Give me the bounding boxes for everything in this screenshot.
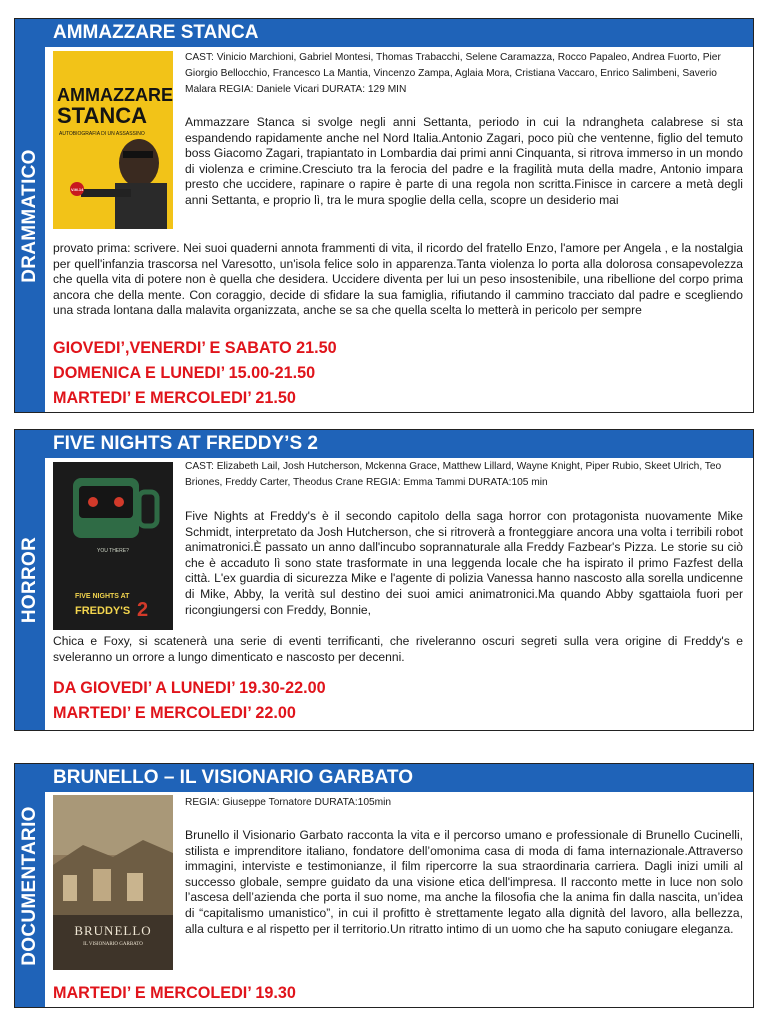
- poster-title-line1: AMMAZZARE: [57, 85, 173, 105]
- showtime: MARTEDI’ E MERCOLEDI’ 19.30: [53, 984, 296, 1002]
- poster-art: [53, 51, 173, 229]
- showtimes: [53, 981, 743, 1006]
- movie-meta: CAST: Elizabeth Lail, Josh Hutcherson, Mckenna Grace, Matthew Lillard, Wayne Knight, Piper Rubio, Skeet Ulrich, Teo Briones, Freddy Carter, Theodus Crane REGIA: Emma Tammi DURATA:105 min: [185, 461, 722, 488]
- poster-title: FIVE NIGHTS AT: [75, 593, 130, 600]
- showtime: MARTEDI’ E MERCOLEDI’ 21.50: [53, 389, 296, 407]
- showtimes: [53, 336, 743, 411]
- poster-title-line2: STANCA: [57, 103, 148, 128]
- genre-sidebar: [15, 764, 45, 1007]
- genre-label: DRAMMATICO: [19, 148, 40, 283]
- movie-synopsis: Ammazzare Stanca si svolge negli anni Settanta, periodo in cui la ndrangheta calabrese si sta espandendo rapidamente anche nel Nord Italia.Antonio Zagari, poco più che ventenne, figlio del temuto boss Giacomo Zagari, trapiantato in Lombardia dai primi anni Cinquanta, si ritrova immerso in un mondo di violenza e crimine.Cresciuto tra la ferocia del padre e la fragilità muta della madre, Antonio impara presto che uccidere, rapinare o rapire è parte di una regola non scritta.Finisce in carcere a metà degli anni Settanta, e proprio lì, tra le mura spoglie della cella, scopre un desiderio mai: [185, 115, 743, 207]
- genre-label: DOCUMENTARIO: [19, 805, 40, 966]
- movie-poster: [53, 795, 173, 970]
- movie-title: AMMAZZARE STANCA: [45, 19, 753, 47]
- svg-text:FREDDY'S: FREDDY'S: [75, 605, 131, 617]
- genre-sidebar: [15, 19, 45, 412]
- showtime: DOMENICA E LUNEDI’ 15.00-21.50: [53, 364, 316, 382]
- poster-badge: V.M.14: [71, 187, 84, 192]
- svg-text:2: 2: [137, 599, 149, 621]
- movie-poster: [53, 462, 173, 630]
- showtime: GIOVEDI’,VENERDI’ E SABATO 21.50: [53, 339, 337, 357]
- movie-synopsis: Five Nights at Freddy's è il secondo capitolo della saga horror con protagonista nuovamente Mike Schmidt, interpretato da Josh Hutcherson, che si ritroverà a fronteggiare ancora una volta i terribili robot animatronici.È passato un anno dall'incubo soprannaturale alla Freddy Fazbear's Pizza. Le storie su ciò che è accaduto lì sono state trasformate in una leggenda locale che ha ispirato il primo Fazfest della città. L'ex guardia di sicurezza Mike e l'agente di polizia Vanessa hanno nascosto alla sorella undicenne di Mike, Abby, la verità sul destino dei suoi amici animatronici.Ma quando Abby sgattaiola fuori per ricongiungersi con Freddy, Bonnie,: [185, 509, 743, 617]
- movie-synopsis: Brunello il Visionario Garbato racconta la vita e il percorso umano e professionale di Brunello Cucinelli, stilista e imprenditore italiano, fondatore dell’omonima casa di moda di fama internazionale.Attraverso immagini, interviste e testimonianze, il film ripercorre la sua straordinaria carriera. Dagli inizi umili al successo globale, sempre guidato da una visione etica dell'impresa. Il racconto mette in luce non solo l’ascesa dell’azienda che porta il suo nome, ma anche la filosofia che la anima fin dalla nascita, un’idea di “capitalismo umanistico”, in cui il profitto è strettamente legato alla dignità del lavoro, alla bellezza, alla cultura e al rispetto per il territorio.Un ritratto intimo di un uomo che ha saputo coniugare eleganza.: [185, 828, 743, 936]
- movie-card-ammazzare-stanca: [14, 18, 754, 413]
- poster-title: BRUNELLO: [74, 923, 152, 938]
- showtimes: [53, 676, 743, 726]
- movie-synopsis-continued: provato prima: scrivere. Nei suoi quaderni annota frammenti di vita, il ricordo del fratello Enzo, l'amore per Angela , e la nostalgia per quell'infanzia trascorsa nel Varesotto, un'isola felice solo in apparenza.Tanta violenza lo porta alla dolorosa consapevolezza che quella vita di potere non è quella che desidera. Uccidere diventa per lui un peso insostenibile, una ribellione del corpo prima ancora che della mente. Con coraggio, decide di sfidare la sua famiglia, rifiutando il cammino tracciato dal padre e scegliendo una strada lontana dalla malavita organizzata, anche se sa che quella scelta lo metterà in pericolo per sempre: [53, 241, 743, 318]
- movie-card-five-nights-at-freddys-2: [14, 429, 754, 731]
- showtime: MARTEDI’ E MERCOLEDI’ 22.00: [53, 704, 296, 722]
- showtime: DA GIOVEDI’ A LUNEDI’ 19.30-22.00: [53, 679, 326, 697]
- poster-caption: YOU THERE?: [97, 548, 129, 554]
- poster-subtitle: IL VISIONARIO GARBATO: [83, 942, 143, 947]
- genre-sidebar: [15, 430, 45, 730]
- movie-synopsis-continued: Chica e Foxy, si scatenerà una serie di eventi terrificanti, che riveleranno oscuri segreti sulla vera origine di Freddy's e sveleranno un orrore a lungo dimenticato e nascosto per decenni.: [53, 634, 743, 664]
- movie-meta: CAST: Vinicio Marchioni, Gabriel Montesi, Thomas Trabacchi, Selene Caramazza, Rocco Papaleo, Andrea Fuorto, Pier Giorgio Bellocchio, Francesco La Mantia, Vincenzo Zampa, Aglaia Mora, Cristiana Vaccaro, Enrico Salimbeni, Saverio Malara REGIA: Daniele Vicari DURATA: 129 MIN: [185, 52, 721, 95]
- movie-card-brunello: [14, 763, 754, 1008]
- movie-title: FIVE NIGHTS AT FREDDY’S 2: [45, 430, 753, 458]
- poster-subtitle: AUTOBIOGRAFIA DI UN ASSASSINO: [59, 131, 145, 137]
- genre-label: HORROR: [19, 536, 40, 624]
- movie-meta: REGIA: Giuseppe Tornatore DURATA:105min: [185, 797, 392, 808]
- movie-poster: [53, 51, 173, 229]
- poster-art: [53, 795, 173, 970]
- movie-title: BRUNELLO – IL VISIONARIO GARBATO: [45, 764, 753, 792]
- poster-art: [53, 462, 173, 630]
